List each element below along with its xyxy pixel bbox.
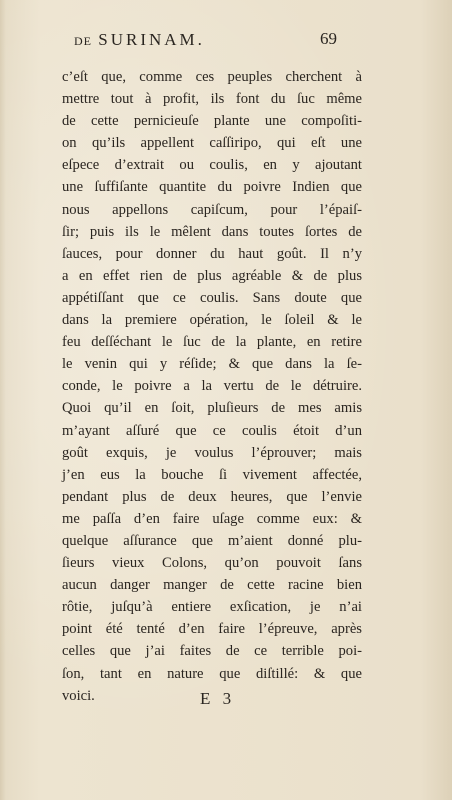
text-line: rôtie, juſqu’à entiere exſication, je n’ai — [62, 599, 362, 616]
text-line: nous appellons capiſcum, pour l’épaiſ- — [62, 201, 362, 218]
text-line: point été tenté d’en faire l’épreuve, après — [62, 621, 362, 638]
text-line: pendant plus de deux heures, que l’envie — [62, 488, 362, 505]
running-header — [74, 30, 354, 50]
text-line: aucun danger manger de cette racine bien — [62, 577, 362, 594]
text-line: goût exquis, je voulus l’éprouver; mais — [62, 444, 362, 461]
text-line: le venin qui y réſide; & que dans la ſe- — [62, 356, 362, 373]
text-line: c’eſt que, comme ces peuples cherchent à — [62, 69, 362, 85]
text-line: on qu’ils appellent caſſiripo, qui eſt une — [62, 135, 362, 152]
text-line: feu deſſéchant le ſuc de la plante, en retire — [62, 334, 362, 351]
text-line: j’en eus la bouche ſi vivement affectée, — [62, 466, 362, 483]
text-line: m’ayant aſſuré que ce coulis étoit d’un — [62, 422, 362, 439]
page-number: 69 — [320, 29, 337, 48]
body-text — [62, 66, 362, 707]
text-line: quelque aſſurance que m’aient donné plu- — [62, 532, 362, 549]
text-line: eſpece d’extrait ou coulis, en y ajoutant — [62, 157, 362, 174]
header-de: DE — [74, 34, 92, 48]
header-title: SURINAM. — [98, 30, 205, 49]
text-line: ſauces, pour donner du haut goût. Il n’y — [62, 245, 362, 262]
text-line: appétiſſant que ce coulis. Sans doute que — [62, 289, 362, 306]
text-line: ſieurs vieux Colons, qu’on pouvoit ſans — [62, 555, 362, 572]
text-line: me paſſa d’en faire uſage comme eux: & — [62, 510, 362, 527]
text-line: Quoi qu’il en ſoit, pluſieurs de mes amis — [62, 400, 362, 417]
text-line: une ſuffiſante quantite du poivre Indien que — [62, 179, 362, 196]
text-line: de cette pernicieuſe plante une compoſiti- — [62, 113, 362, 130]
text-line: conde, le poivre a la vertu de le détruire. — [62, 378, 362, 395]
text-line: mettre tout à profit, ils font du ſuc même — [62, 91, 362, 108]
text-line: a en effet rien de plus agréable & de plus — [62, 267, 362, 284]
text-line: dans la premiere opération, le ſoleil & le — [62, 312, 362, 329]
text-line: celles que j’ai faites de ce terrible poi- — [62, 643, 362, 660]
text-line: voici. — [62, 687, 95, 704]
text-line: ſon, tant en nature que diſtillé: & que — [62, 665, 362, 682]
signature-mark: E 3 — [200, 689, 236, 708]
text-line: ſir; puis ils le mêlent dans toutes ſortes de — [62, 223, 362, 240]
